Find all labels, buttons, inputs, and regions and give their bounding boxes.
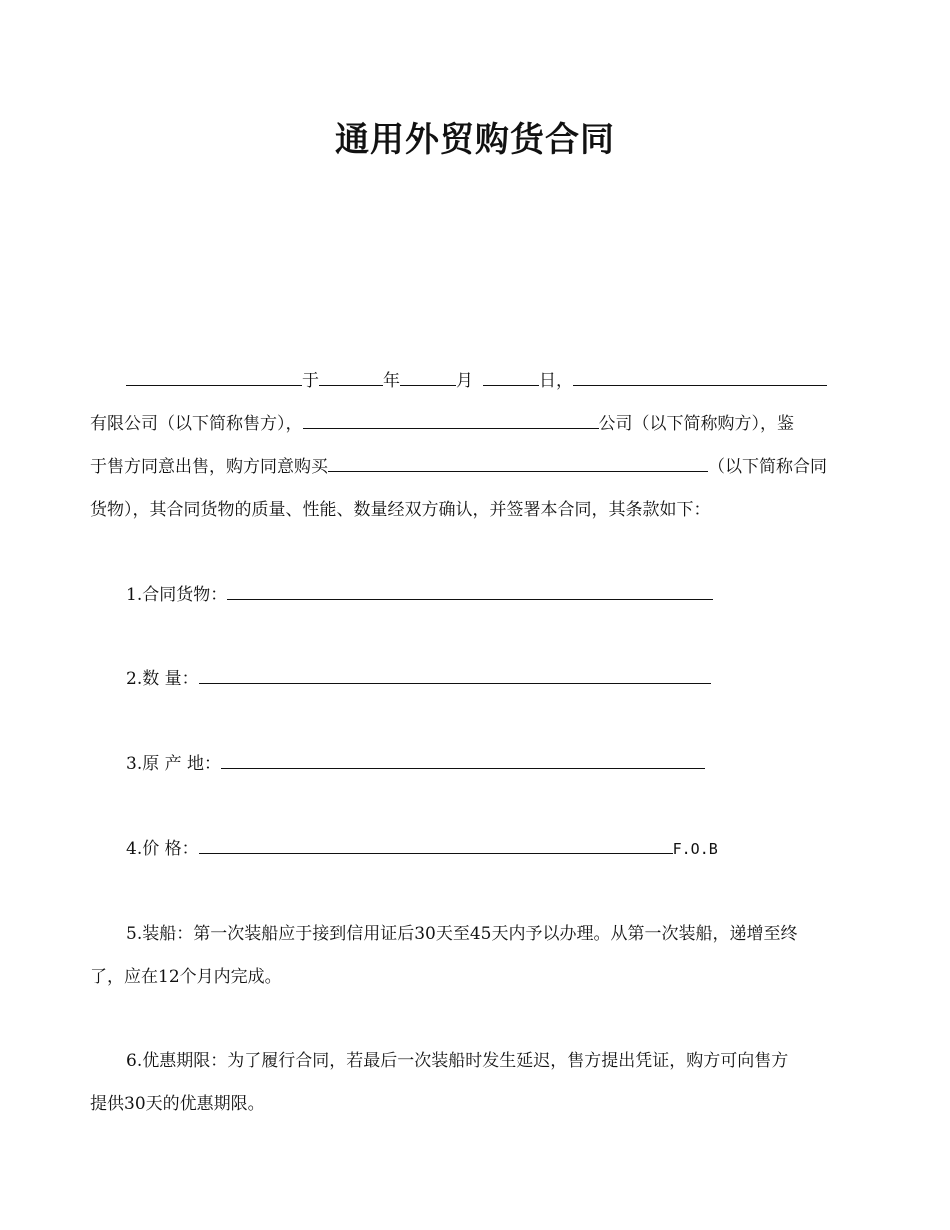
clause-2 <box>126 664 711 689</box>
buyer-label: 公司（以下简称购方），鉴 <box>598 414 794 434</box>
blank-month <box>400 366 456 386</box>
preamble-line-2 <box>90 409 794 434</box>
clause-6-text-1: 6.优惠期限：为了履行合同，若最后一次装船时发生延迟，售方提出凭证，购方可向售方 <box>126 1051 789 1071</box>
preamble-conclusion: 货物），其合同货物的质量、性能、数量经双方确认，并签署本合同，其条款如下： <box>90 500 711 520</box>
blank-signing-place <box>573 366 827 386</box>
blank-contract-goods <box>227 580 713 600</box>
blank-price <box>199 834 673 854</box>
blank-year <box>319 366 383 386</box>
clause-3 <box>126 749 705 774</box>
blank-day <box>483 366 539 386</box>
blank-quantity <box>199 664 711 684</box>
blank-origin <box>221 749 705 769</box>
clause-6-line-2 <box>90 1089 265 1114</box>
clause-5-line-1 <box>126 919 797 944</box>
blank-buyer-name <box>303 409 599 429</box>
clause-2-label: 2.数 量： <box>126 669 199 689</box>
preamble-line-1 <box>126 366 827 391</box>
label-year: 年 <box>383 371 400 391</box>
clause-1 <box>126 580 713 605</box>
contract-title: 通用外贸购货合同 <box>335 120 615 160</box>
clause-5-line-2 <box>90 962 282 987</box>
clause-1-label: 1.合同货物： <box>126 585 228 605</box>
price-term: F.O.B <box>672 840 718 858</box>
goods-alias-label: （以下简称合同 <box>708 457 827 477</box>
clause-4-label: 4.价 格： <box>126 839 199 859</box>
clause-6-line-1 <box>126 1046 788 1071</box>
clause-5-text-2: 了，应在12个月内完成。 <box>90 967 282 987</box>
blank-goods-description <box>328 452 708 472</box>
label-month: 月 <box>456 371 473 391</box>
label-yu: 于 <box>302 371 319 391</box>
preamble-line-4 <box>90 495 711 520</box>
blank-seller-name <box>126 366 302 386</box>
clause-4 <box>126 834 718 859</box>
purchase-intro: 于售方同意出售，购方同意购买 <box>90 457 328 477</box>
preamble-line-3 <box>90 452 827 477</box>
seller-label: 有限公司（以下简称售方）， <box>90 414 303 434</box>
clause-3-label: 3.原 产 地： <box>126 754 222 774</box>
label-day: 日， <box>539 371 573 391</box>
clause-5-text-1: 5.装船：第一次装船应于接到信用证后30天至45天内予以办理。从第一次装船，递增至终 <box>126 924 798 944</box>
clause-6-text-2: 提供30天的优惠期限。 <box>90 1094 265 1114</box>
